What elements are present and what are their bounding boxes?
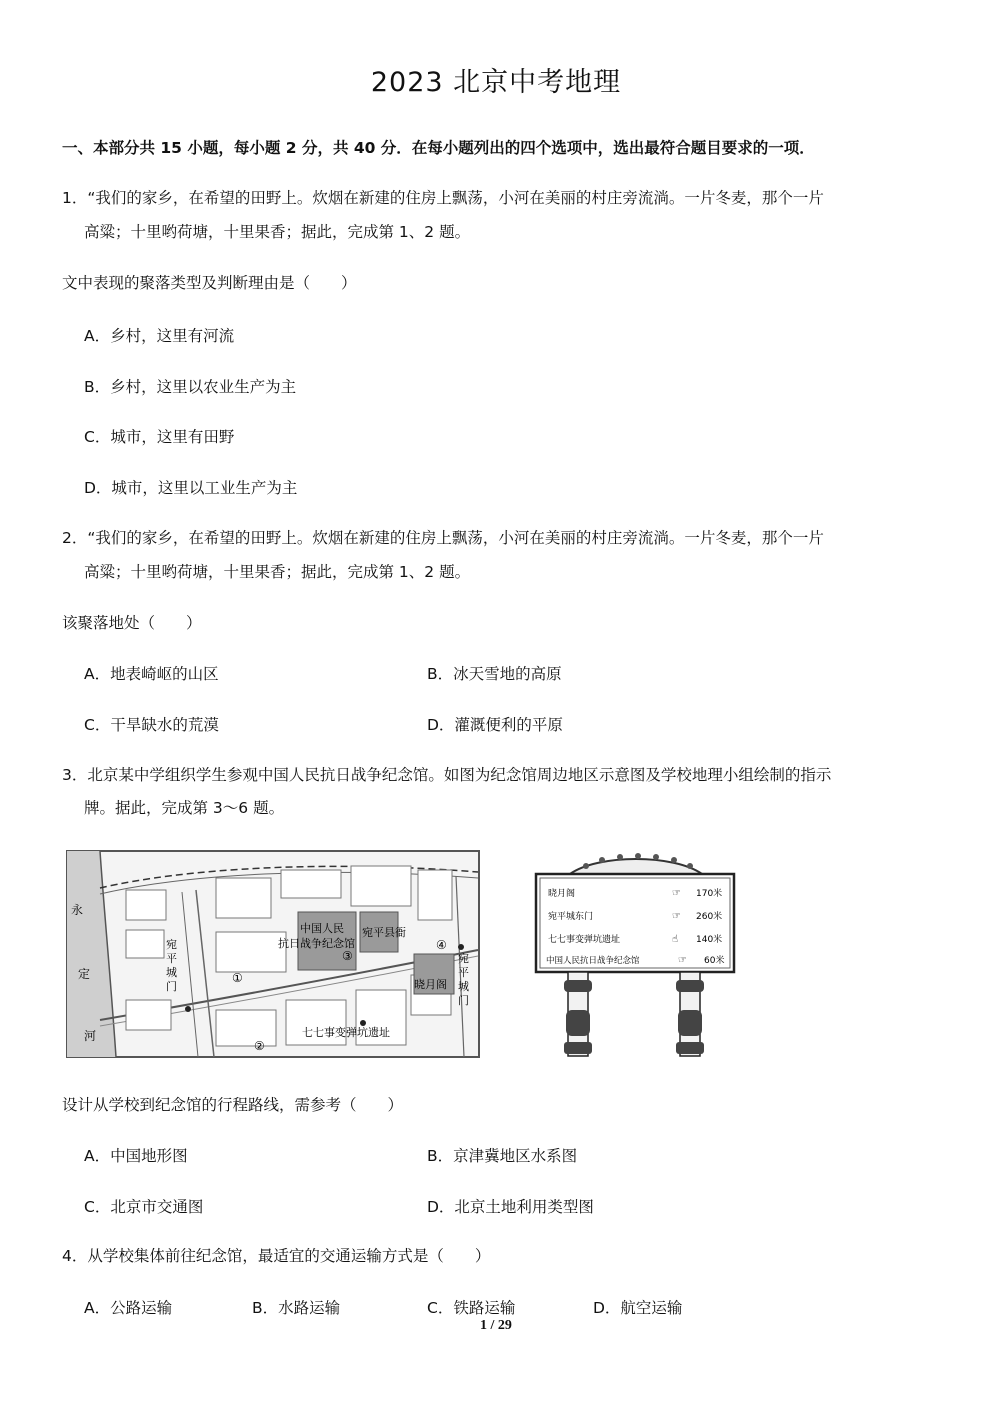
page-number: 1 / 29 (480, 1318, 512, 1333)
museum-label-1: 中国人民 (300, 922, 344, 935)
q3-option-c[interactable]: C．北京市交通图 (84, 1198, 204, 1216)
river-label-1: 永 (71, 903, 84, 917)
q4-option-c[interactable]: C．铁路运输 (427, 1299, 516, 1317)
q1-stem-line1: 1．“我们的家乡，在希望的田野上。炊烟在新建的住房上飘荡，小河在美丽的村庄旁流淌。一片冬麦，那个一片 (62, 189, 824, 207)
q3-stem-line2: 牌。据此，完成第 3～6 题。 (84, 799, 285, 817)
q2-option-d[interactable]: D．灌溉便利的平原 (427, 716, 563, 734)
west-gate-2: 平 (166, 952, 177, 965)
q4-option-b[interactable]: B．水路运输 (252, 1299, 341, 1317)
marker-4: ④ (436, 938, 447, 952)
pointer-icon: ☞ (672, 888, 681, 899)
q1-option-d[interactable]: D．城市，这里以工业生产为主 (84, 479, 298, 497)
q3-stem-line1: 3．北京某中学组织学生参观中国人民抗日战争纪念馆。如图为纪念馆周边地区示意图及学校地理小组绘制的指示 (62, 766, 832, 784)
q2-option-a[interactable]: A．地表崎岖的山区 (84, 665, 219, 683)
q2-option-c[interactable]: C．干旱缺水的荒漠 (84, 716, 219, 734)
west-gate-3: 城 (166, 966, 177, 979)
county-office-label: 宛平县衙 (362, 926, 406, 939)
east-gate-3: 城 (458, 980, 469, 993)
west-gate-1: 宛 (166, 938, 177, 951)
east-gate-2: 平 (458, 966, 469, 979)
q1-question: 文中表现的聚落类型及判断理由是（ ） (62, 274, 357, 292)
q2-question: 该聚落地处（ ） (62, 614, 202, 632)
sign-row-3-name: 七七事变弹坑遗址 (548, 935, 621, 945)
q2-option-b[interactable]: B．冰天雪地的高原 (427, 665, 562, 683)
sign-row-1-name: 晓月阁 (548, 889, 576, 899)
river-label-3: 河 (84, 1029, 97, 1043)
q1-option-a[interactable]: A．乡村，这里有河流 (84, 327, 235, 345)
q1-stem-line2: 高粱；十里哟荷塘，十里果香；据此，完成第 1、2 题。 (84, 223, 471, 241)
q3-option-b[interactable]: B．京津冀地区水系图 (427, 1147, 578, 1165)
q1-option-c[interactable]: C．城市，这里有田野 (84, 428, 235, 446)
sign-row-4-name: 中国人民抗日战争纪念馆 (546, 956, 640, 966)
east-gate-4: 门 (458, 994, 469, 1007)
river-label-2: 定 (78, 967, 91, 981)
pointer-icon: ☞ (672, 911, 681, 922)
pointer-up-icon: ☝ (672, 934, 679, 945)
sign-row-4-distance: 60米 (704, 956, 725, 966)
q3-question: 设计从学校到纪念馆的行程路线，需参考（ ） (62, 1096, 404, 1114)
sign-row-2-distance: 260米 (696, 912, 723, 922)
marker-1: ① (232, 971, 243, 985)
q4-question: 4．从学校集体前往纪念馆，最适宜的交通运输方式是（ ） (62, 1247, 491, 1265)
sign-row-2-name: 宛平城东门 (548, 912, 594, 922)
museum-label-2: 抗日战争纪念馆 (278, 937, 355, 950)
direction-sign (528, 850, 742, 1060)
sign-row-1-distance: 170米 (696, 889, 723, 899)
west-gate-4: 门 (166, 980, 177, 993)
area-map (66, 850, 480, 1058)
marker-3: ③ (342, 949, 353, 963)
sign-row-3-distance: 140米 (696, 935, 723, 945)
q2-stem-line1: 2．“我们的家乡，在希望的田野上。炊烟在新建的住房上飘荡，小河在美丽的村庄旁流淌。一片冬麦，那个一片 (62, 529, 824, 547)
section-header: 一、本部分共 15 小题，每小题 2 分，共 40 分．在每小题列出的四个选项中，选出最符合题目要求的一项． (62, 139, 815, 157)
q1-option-b[interactable]: B．乡村，这里以农业生产为主 (84, 378, 297, 396)
q4-option-a[interactable]: A．公路运输 (84, 1299, 173, 1317)
marker-2: ② (254, 1039, 265, 1053)
xiaoyue-label: 晓月阁 (414, 978, 447, 991)
q3-option-d[interactable]: D．北京土地利用类型图 (427, 1198, 594, 1216)
pointer-icon: ☞ (678, 955, 687, 966)
q3-option-a[interactable]: A．中国地形图 (84, 1147, 188, 1165)
q4-option-d[interactable]: D．航空运输 (593, 1299, 683, 1317)
site-label: 七七事变弹坑遗址 (302, 1026, 390, 1039)
page-title: 2023 北京中考地理 (370, 67, 622, 98)
q2-stem-line2: 高粱；十里哟荷塘，十里果香；据此，完成第 1、2 题。 (84, 563, 471, 581)
east-gate-1: 宛 (458, 952, 469, 965)
